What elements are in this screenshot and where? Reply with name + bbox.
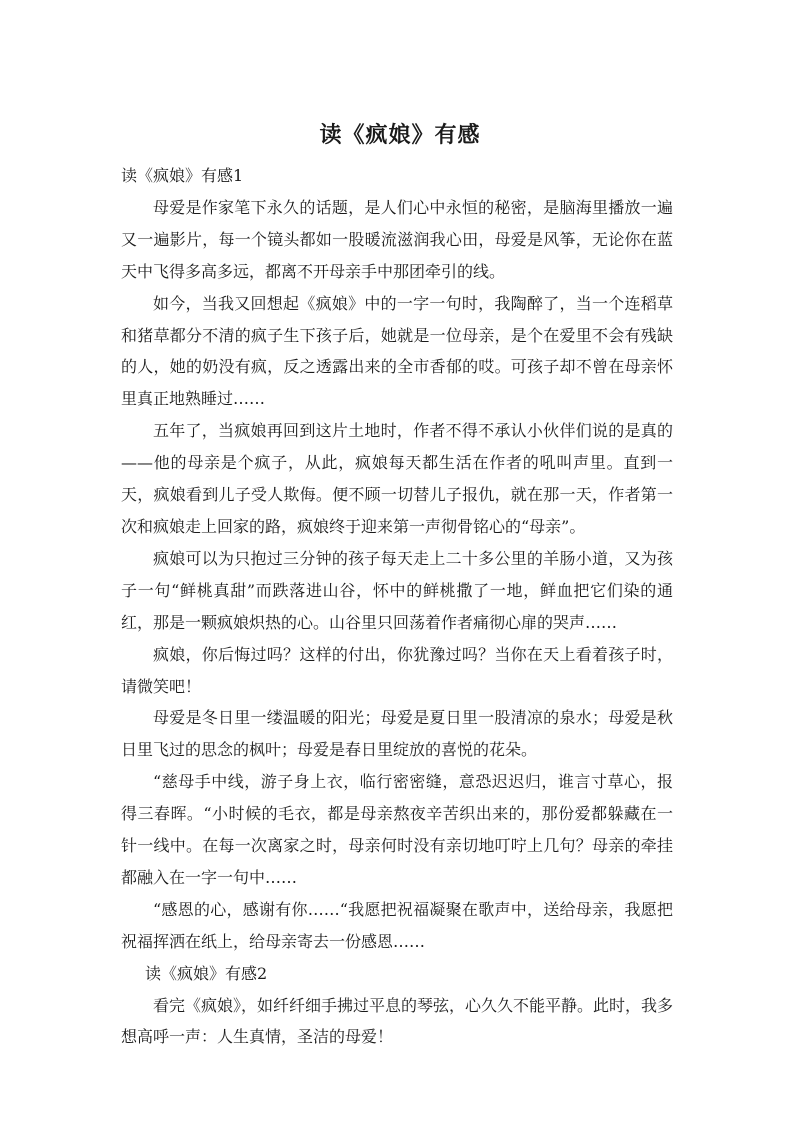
paragraph: 看完《疯娘》，如纤纤细手拂过平息的琴弦，心久久不能平静。此时，我多想高呼一声：人生真情，圣洁的母爱！ — [121, 995, 674, 1047]
paragraph: 母爱是冬日里一缕温暖的阳光；母爱是夏日里一股清凉的泉水；母爱是秋日里飞过的思念的枫叶；母爱是春日里绽放的喜悦的花朵。 — [121, 708, 673, 760]
paragraph: “感恩的心，感谢有你……“我愿把祝福凝聚在歌声中，送给母亲，我愿把祝福挥洒在纸上，给母亲寄去一份感恩…… — [121, 899, 673, 951]
document-title: 读《疯娘》有感 — [319, 123, 481, 148]
paragraph: 五年了，当疯娘再回到这片土地时，作者不得不承认小伙伴们说的是真的——他的母亲是个疯子，从此，疯娘每天都生活在作者的吼叫声里。直到一天，疯娘看到儿子受人欺侮。便不顾一切替儿子报仇，就在那一天，作者第一次和疯娘走上回家的路，疯娘终于迎来第一声彻骨铭心的“母亲”。 — [121, 421, 673, 536]
paragraph: 母爱是作家笔下永久的话题，是人们心中永恒的秘密，是脑海里播放一遍又一遍影片，每一个镜头都如一股暖流滋润我心田，母爱是风筝，无论你在蓝天中飞得多高多远，都离不开母亲手中那团牵引的线。 — [121, 197, 673, 281]
paragraph: 疯娘，你后悔过吗？这样的付出，你犹豫过吗？当你在天上看着孩子时，请微笑吧！ — [121, 644, 673, 696]
paragraph: 如今，当我又回想起《疯娘》中的一字一句时，我陶醉了，当一个连稻草和猪草都分不清的疯子生下孩子后，她就是一位母亲，是个在爱里不会有残缺的人，她的奶没有疯，反之透露出来的全市香郁的哎。可孩子却不曾在母亲怀里真正地熟睡过…… — [121, 293, 673, 409]
section-heading-2: 读《疯娘》有感2 — [145, 963, 268, 983]
paragraph: “慈母手中线，游子身上衣，临行密密缝，意恐迟迟归，谁言寸草心，报得三春晖。“小时候的毛衣，都是母亲熬夜辛苦织出来的，那份爱都躲藏在一针一线中。在每一次离家之时，母亲何时没有亲切地叮咛上几句？母亲的牵挂都融入在一字一句中…… — [121, 772, 673, 887]
document-body — [121, 160, 673, 1053]
section-heading-1: 读《疯娘》有感1 — [121, 166, 244, 185]
paragraph: 疯娘可以为只抱过三分钟的孩子每天走上二十多公里的羊肠小道，又为孩子一句“鲜桃真甜”而跌落进山谷，怀中的鲜桃撒了一地，鲜血把它们染的通红，那是一颗疯娘炽热的心。山谷里只回荡着作者痛彻心扉的哭声…… — [121, 548, 673, 632]
